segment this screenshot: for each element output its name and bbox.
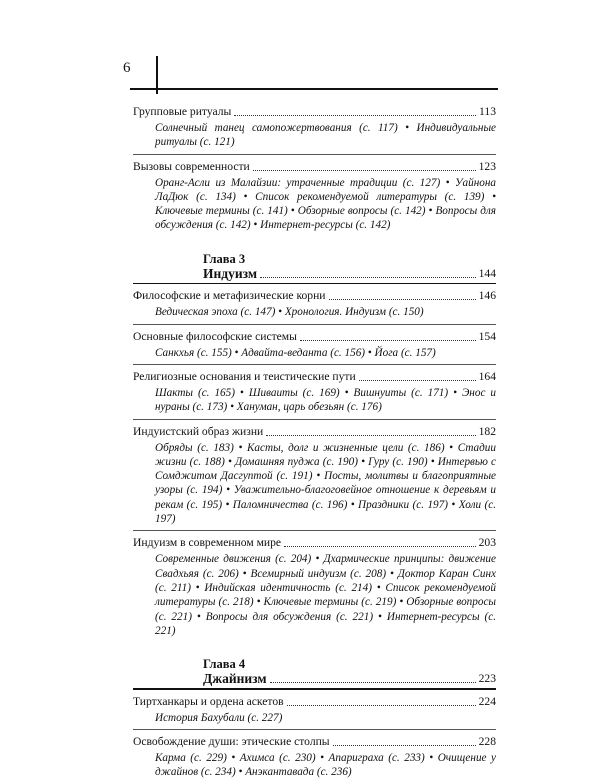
- chapter-rule: [133, 283, 496, 285]
- header-horizontal-rule: [130, 88, 498, 90]
- toc-leader-dots: [253, 170, 476, 171]
- entry-separator: [133, 729, 496, 730]
- toc-leader-dots: [333, 745, 476, 746]
- toc-leader-dots: [300, 340, 476, 341]
- toc-entry[interactable]: [133, 735, 496, 749]
- toc-leader-dots: [234, 115, 476, 116]
- toc-entry[interactable]: [133, 105, 496, 119]
- entry-separator: [133, 324, 496, 325]
- entry-separator: [133, 419, 496, 420]
- chapter-block: [133, 253, 496, 638]
- toc-leader-dots: [260, 277, 476, 278]
- toc-entry[interactable]: [133, 695, 496, 709]
- chapter-title-row[interactable]: [133, 266, 496, 281]
- toc-subentries: Шакты (с. 165) • Шиваиты (с. 169) • Вишнуиты (с. 171) • Энос и нураны (с. 173) • Хануман, царь обезьян (с. 176): [155, 386, 496, 414]
- entry-separator: [133, 364, 496, 365]
- toc-leader-dots: [284, 546, 476, 547]
- toc-entry-page: 224: [478, 694, 496, 708]
- chapter-page: 223: [478, 672, 496, 686]
- toc-subentries: Современные движения (с. 204) • Дхармические принципы: движение Свадхьяя (с. 206) • Всемирный индуизм (с. 208) • Доктор Каран Синх (с. 211) • Индийская идентичность (с. 214) • Список рекомендуемой литературы (с. 218) • Ключевые термины (с. 219) • Обзорные вопросы (с. 221) • Вопросы для обсуждения (с. 221) • Интернет-ресурсы (с. 221): [155, 553, 496, 637]
- toc-subentries: История Бахубали (с. 227): [155, 711, 283, 724]
- toc-entry-title: Вызовы современности: [133, 159, 250, 173]
- page-number: 6: [123, 60, 131, 76]
- chapter-title: Индуизм: [203, 265, 258, 281]
- chapter-page: 144: [478, 266, 496, 280]
- toc-subentries: Солнечный танец самопожертвования (с. 117) • Индивидуальные ритуалы (с. 121): [155, 122, 496, 149]
- chapter-title-row[interactable]: [133, 671, 496, 686]
- toc-entry-title: Групповые ритуалы: [133, 105, 232, 118]
- entry-separator: [133, 154, 496, 155]
- toc-entry-title: Индуизм в современном мире: [133, 536, 282, 550]
- toc-entry-title: Индуистский образ жизни: [133, 424, 264, 438]
- toc-entry[interactable]: [133, 289, 496, 303]
- toc-entry-page: 182: [478, 424, 496, 438]
- toc-leader-dots: [329, 299, 476, 300]
- toc-entry[interactable]: [133, 160, 496, 174]
- toc-entry-title: Религиозные основания и теистические пути: [133, 369, 356, 383]
- toc-subentries: Санкхья (с. 155) • Адвайта-веданта (с. 156) • Йога (с. 157): [155, 346, 436, 359]
- table-of-contents: [133, 100, 496, 784]
- toc-leader-dots: [287, 705, 476, 706]
- toc-entry-title: Основные философские системы: [133, 329, 297, 343]
- toc-subentries: Оранг-Асли из Малайзии: утраченные традиции (с. 127) • Уайнона ЛаДюк (с. 134) • Список рекомендуемой литературы (с. 139) • Ключевые термины (с. 141) • Обзорные вопросы (с. 142) • Вопросы для обсуждения (с. 142) • Интернет-ресурсы (с. 142): [155, 176, 496, 232]
- chapter-block: [133, 658, 496, 779]
- toc-entry-page: 154: [478, 329, 496, 343]
- toc-entry-page: 228: [478, 735, 496, 749]
- toc-entry-page: 203: [478, 536, 496, 550]
- toc-entry-page: 123: [478, 159, 496, 173]
- toc-entry-title: Тиртханкары и ордена аскетов: [133, 694, 284, 708]
- toc-subentries: Обряды (с. 183) • Касты, долг и жизненные цели (с. 186) • Стадии жизни (с. 188) • Домашняя пуджа (с. 190) • Гуру (с. 190) • Интервью с Сомджитом Дасгуптой (с. 191) • Посты, молитвы и благоприятные узоры (с. 194) • Уважительно-благоговейное отношение к деревьям и рекам (с. 195) • Паломничества (с. 196) • Праздники (с. 197) • Холи (с. 197): [155, 441, 496, 526]
- chapter-rule: [133, 688, 496, 690]
- chapter-label: Глава 3: [203, 251, 246, 266]
- entry-separator: [133, 530, 496, 531]
- toc-entry-title: Освобождение души: этические столпы: [133, 735, 330, 749]
- toc-leader-dots: [359, 380, 476, 381]
- toc-entry-page: 146: [478, 289, 496, 303]
- toc-entry-page: 164: [478, 369, 496, 383]
- chapter-label: Глава 4: [203, 657, 246, 672]
- toc-entry[interactable]: [133, 425, 496, 439]
- chapter-title: Джайнизм: [203, 671, 267, 687]
- toc-leader-dots: [270, 682, 476, 683]
- toc-entry[interactable]: [133, 536, 496, 550]
- toc-subentries: Карма (с. 229) • Ахимса (с. 230) • Апариграха (с. 233) • Очищение у джайнов (с. 234) • Анэкантавада (с. 236): [155, 752, 496, 779]
- toc-entry[interactable]: [133, 330, 496, 344]
- toc-leader-dots: [266, 435, 475, 436]
- toc-entry-page: 113: [479, 105, 496, 118]
- toc-entry[interactable]: [133, 370, 496, 384]
- toc-subentries: Ведическая эпоха (с. 147) • Хронология. Индуизм (с. 150): [155, 306, 424, 319]
- toc-entry-title: Философские и метафизические корни: [133, 289, 326, 303]
